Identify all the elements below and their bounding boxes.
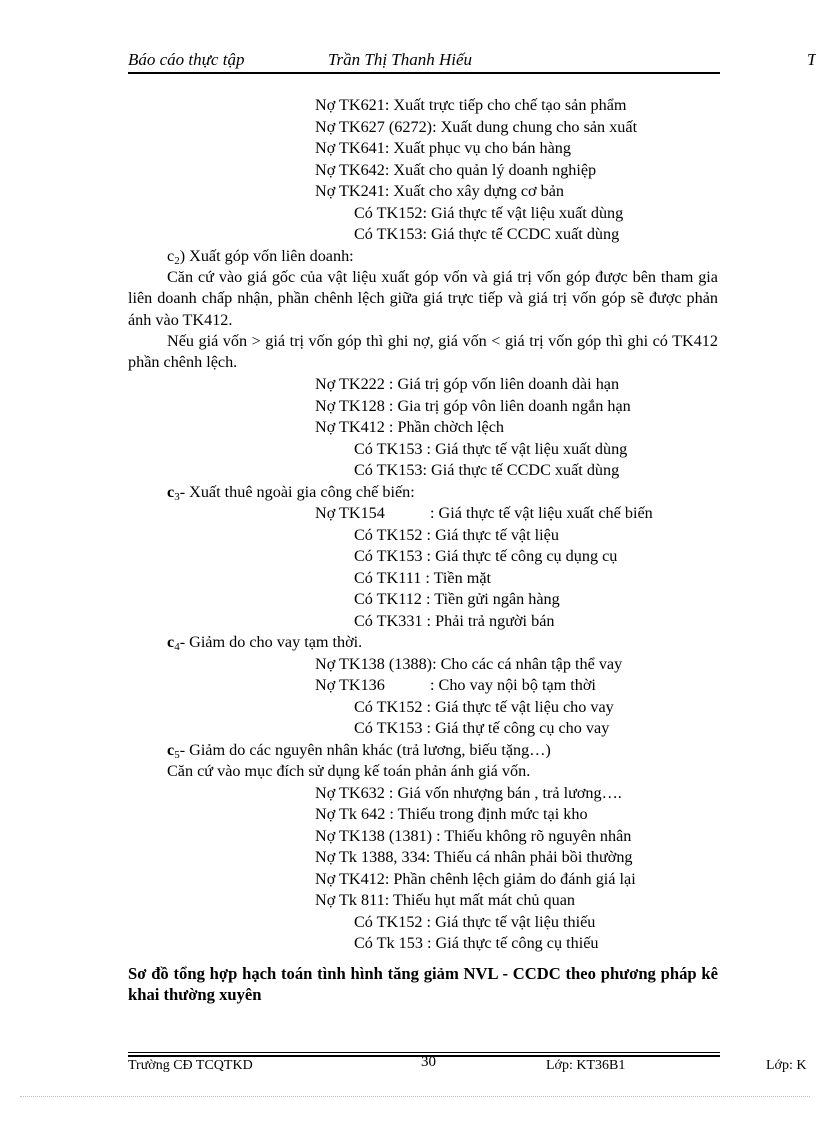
entry-line: Nợ TK632 : Giá vốn nhượng bán , trả lương…. <box>315 784 622 802</box>
section-mark: c <box>167 483 175 501</box>
section-subscript: 2 <box>174 255 180 267</box>
header-author: Trần Thị Thanh Hiếu <box>328 50 473 69</box>
section-subscript: 4 <box>174 641 180 653</box>
entry-line: Nợ TK128 : Gia trị góp vôn liên doanh ngắn hạn <box>315 397 631 415</box>
header-report-title: Báo cáo thực tập <box>128 50 245 69</box>
entry-line: Nợ TK641: Xuất phục vụ cho bán hàng <box>315 139 571 157</box>
entry-line <box>315 503 653 524</box>
footer-edge-text: Lớp: K <box>766 1058 807 1073</box>
entry-line: Nợ TK627 (6272): Xuất dung chung cho sản xuất <box>315 118 638 136</box>
entry-line: Có TK153: Giá thực tế CCDC xuất dùng <box>354 461 620 479</box>
entry-line: Có TK331 : Phải trả người bán <box>354 612 555 630</box>
entry-line: Nợ TK412 : Phần chờch lệch <box>315 418 505 436</box>
section-heading-text: ) Xuất góp vốn liên doanh: <box>179 247 354 265</box>
entry-line: Có TK111 : Tiền mặt <box>354 569 492 587</box>
entry-line: Có TK153 : Giá thực tế công cụ dụng cụ <box>354 547 618 565</box>
header-edge-text: T <box>807 50 816 69</box>
entry-line: Có Tk 153 : Giá thực tế công cụ thiếu <box>354 934 599 952</box>
section-mark: c <box>167 633 175 651</box>
section-subscript: 5 <box>174 749 180 761</box>
section-heading-text: - Xuất thuê ngoài gia công chế biến: <box>179 483 415 501</box>
entry-line: Có TK152 : Giá thực tế vật liệu thiếu <box>354 913 596 931</box>
entry-line: Có TK152 : Giá thực tế vật liệu <box>354 526 559 544</box>
footer-rule-top <box>128 1052 720 1053</box>
entry-description: : Cho vay nội bộ tạm thời <box>430 676 596 694</box>
section-mark: c <box>167 741 175 759</box>
entry-line: Nợ Tk 811: Thiếu hụt mất mát chủ quan <box>315 891 576 909</box>
entry-account: Nợ TK136 <box>315 676 385 694</box>
entry-line: Nợ TK222 : Giá trị góp vốn liên doanh dài hạn <box>315 375 620 393</box>
entry-line: Có TK153 : Giá thự tế công cụ cho vay <box>354 719 610 737</box>
entry-line: Có TK152 : Giá thực tế vật liệu cho vay <box>354 698 614 716</box>
entry-line: Nợ TK412: Phần chênh lệch giảm do đánh giá lại <box>315 870 636 888</box>
entry-line <box>315 675 596 696</box>
entry-line: Nợ Tk 1388, 334: Thiếu cá nhân phải bồi thường <box>315 848 633 866</box>
entry-line: Nợ TK138 (1381) : Thiếu không rõ nguyên nhân <box>315 827 632 845</box>
entry-line: Có TK152: Giá thực tế vật liệu xuất dùng <box>354 204 624 222</box>
footer-school: Trường CĐ TCQTKD <box>128 1058 253 1073</box>
entry-line: Nợ Tk 642 : Thiếu trong định mức tại kho <box>315 805 588 823</box>
page-bottom-divider <box>20 1096 810 1097</box>
entry-line: Nợ TK621: Xuất trực tiếp cho chế tạo sản phẩm <box>315 96 627 114</box>
entry-line: Nợ TK241: Xuất cho xây dựng cơ bản <box>315 182 565 200</box>
paragraph: Nếu giá vốn > giá trị vốn góp thì ghi nợ, giá vốn < giá trị vốn góp thì ghi có TK412 phần chênh lệch. <box>128 332 718 372</box>
section-subscript: 3 <box>174 491 180 503</box>
entry-line: Nợ TK138 (1388): Cho các cá nhân tập thể vay <box>315 655 623 673</box>
section-mark: c <box>167 247 175 265</box>
section-heading-text: - Giảm do cho vay tạm thời. <box>179 633 363 651</box>
diagram-caption: Sơ đồ tổng hợp hạch toán tình hình tăng giảm NVL - CCDC theo phương pháp kê khai thường xuyên <box>128 964 718 1005</box>
entry-description: : Giá thực tế vật liệu xuất chế biến <box>430 504 653 522</box>
paragraph: Căn cứ vào giá gốc của vật liệu xuất góp vốn và giá trị vốn góp được bên tham gia liên doanh chấp nhận, phần chênh lệch giữa giá trực tiếp và giá trị vốn góp sẽ được phản ánh vào TK412. <box>128 268 718 329</box>
entry-line: Có TK153 : Giá thực tế vật liệu xuất dùng <box>354 440 628 458</box>
page-number: 30 <box>421 1054 436 1070</box>
entry-line: Có TK153: Giá thực tế CCDC xuất dùng <box>354 225 620 243</box>
footer-class: Lớp: KT36B1 <box>546 1058 626 1073</box>
entry-line: Nợ TK642: Xuất cho quản lý doanh nghiệp <box>315 161 597 179</box>
entry-account: Nợ TK154 <box>315 504 385 522</box>
header-rule <box>128 72 720 74</box>
section-heading-text: - Giảm do các nguyên nhân khác (trả lương, biếu tặng…) <box>179 741 551 759</box>
body-text-line: Căn cứ vào mục đích sử dụng kế toán phản ánh giá vốn. <box>167 762 531 780</box>
entry-line: Có TK112 : Tiền gửi ngân hàng <box>354 590 560 608</box>
